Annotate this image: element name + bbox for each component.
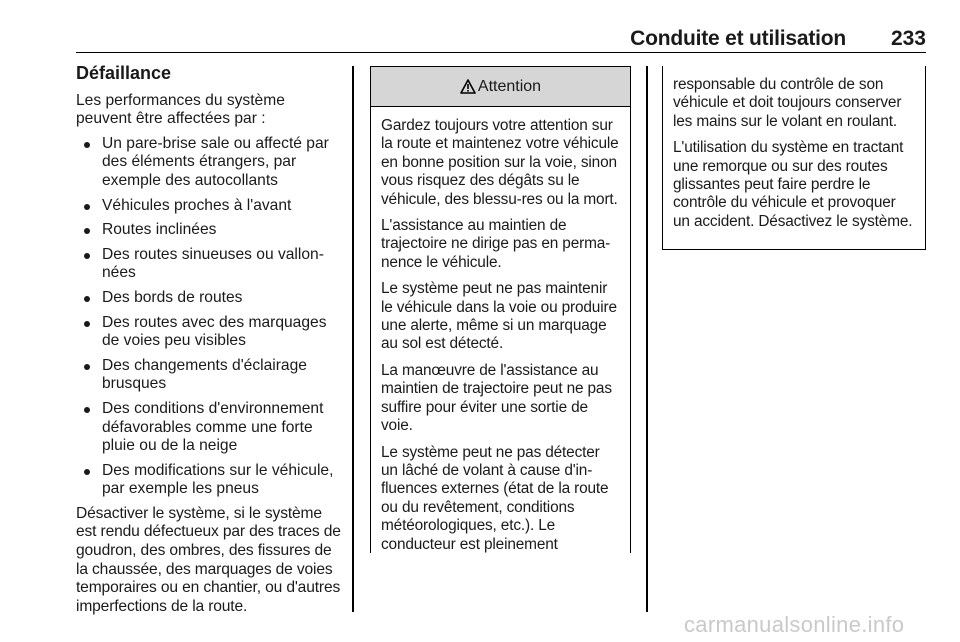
watermark: carmanualsonline.info: [684, 612, 905, 637]
warning-paragraph: L'utilisation du système en tractant une remorque ou sur des routes glissantes peut faire perdre le contrôle du véhicule et provoquer un accident. Désactivez le système.: [673, 139, 913, 230]
bullet-icon: [84, 469, 90, 475]
bullet-icon: [84, 321, 90, 327]
bullet-icon: [84, 253, 90, 259]
closing-paragraph: Désactiver le système, si le système est rendu défectueux par des traces de goudron, des ombres, des fissures de la chaussée, des marquages de voies temporaires ou en chantier, ou d'autres imperfections de la route.: [76, 504, 341, 615]
warning-paragraph: L'assistance au maintien de trajectoire ne dirige pas en perma-nence le véhicule.: [381, 217, 611, 271]
page-header: [76, 24, 926, 53]
bullet-icon: [84, 142, 90, 148]
warning-paragraph: responsable du contrôle de son véhicule et doit toujours conserver les mains sur le volant en roulant.: [673, 76, 902, 130]
list-item: Des modifications sur le véhicule, par exemple les pneus: [76, 462, 342, 499]
list-item: Des bords de routes: [76, 289, 342, 308]
list-item: Routes inclinées: [76, 221, 342, 240]
list-item: Des routes avec des marquages de voies peu visibles: [76, 314, 342, 351]
warning-continuation-box: [662, 66, 926, 250]
bullet-icon: [84, 296, 90, 302]
intro-paragraph: Les performances du système peuvent être affectées par :: [76, 91, 285, 128]
list-item: Véhicules proches à l'avant: [76, 197, 342, 216]
list-item: Des conditions d'environnement défavorables comme une forte pluie ou de la neige: [76, 400, 342, 456]
bullet-icon: [84, 204, 90, 210]
left-column: [76, 64, 342, 616]
warning-paragraph: Le système peut ne pas maintenir le véhicule dans la voie ou produire une alerte, même si un marquage au sol est détecté.: [381, 280, 617, 353]
warning-paragraph: Le système peut ne pas détecter un lâché de volant à cause d'in-fluences externes (état de la route ou du revêtement, conditions météorologiques, etc.). Le conducteur est pleinement: [381, 443, 609, 553]
section-title: Conduite et utilisation: [630, 27, 846, 50]
warning-box: [370, 66, 631, 553]
warning-triangle-icon: [460, 70, 476, 110]
warning-title: Attention: [477, 78, 542, 95]
column-divider: [646, 66, 648, 612]
bullet-icon: [84, 228, 90, 234]
list-item: Un pare-brise sale ou affecté par des éléments étrangers, par exemple des autocollants: [76, 135, 342, 191]
warning-body: [371, 107, 630, 554]
warning-paragraph: Gardez toujours votre attention sur la route et maintenez votre véhicule en bonne position sur la voie, sinon vous risquez des dégâts su le véhicule, des blessu-res ou la mort.: [381, 117, 619, 208]
list-item: Des changements d'éclairage brusques: [76, 357, 342, 394]
list-item: Des routes sinueuses ou vallon-nées: [76, 246, 342, 283]
bullet-icon: [84, 407, 90, 413]
warning-paragraph: La manœuvre de l'assistance au maintien de trajectoire peut ne pas suffire pour éviter une sortie de voie.: [381, 361, 612, 435]
warning-header: [371, 67, 630, 107]
column-divider: [352, 66, 354, 612]
section-heading: Défaillance: [76, 63, 172, 83]
page-number: 233: [890, 27, 926, 50]
conditions-list: [76, 135, 342, 499]
bullet-icon: [84, 364, 90, 370]
